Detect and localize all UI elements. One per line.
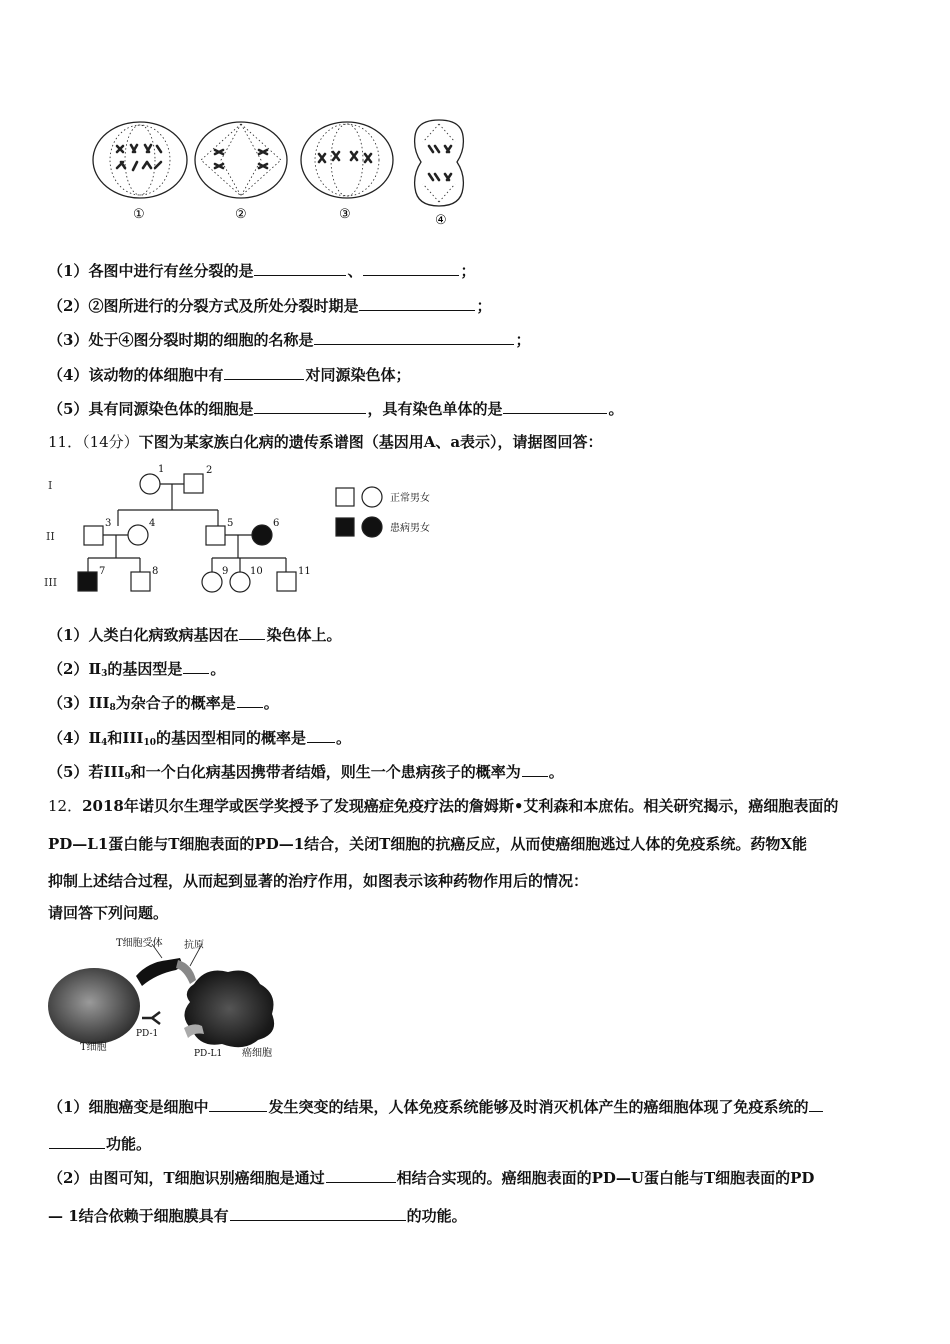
antigen-shape: [176, 960, 196, 984]
individual-label-9: 9: [222, 566, 229, 577]
individual-label-7: 7: [99, 566, 106, 577]
answer-blank[interactable]: [809, 1096, 823, 1112]
individual-11: [277, 572, 296, 591]
q12-item-2-line-1: （2）由图可知，T细胞识别癌细胞是通过 相结合实现的。癌细胞表面的PD—U蛋白能与T细胞表面的PD: [48, 1169, 815, 1187]
individual-label-11: 11: [298, 566, 311, 577]
antigen-label: 抗原: [184, 940, 204, 951]
individual-5: [206, 526, 225, 545]
q11-item-5: （5）若$III_9$和一个白化病基因携带者结婚，则生一个患病孩子的概率为 。: [48, 763, 564, 782]
individual-7: [78, 572, 97, 591]
q10-item-4: （4）该动物的体细胞中有 对同源染色体；: [48, 366, 411, 384]
answer-blank[interactable]: [230, 1205, 406, 1221]
q12-item-1-line-2: 功能。: [48, 1133, 151, 1154]
figure-label-4: ④: [435, 213, 447, 228]
pd1-shape: [142, 1012, 160, 1024]
individual-6: [252, 525, 272, 545]
q11-stem: 11．（14分）下图为某家族白化病的遗传系谱图（基因用A、a表示），请据图回答：: [48, 433, 603, 451]
answer-blank[interactable]: [363, 260, 459, 276]
individual-3: [84, 526, 103, 545]
individual-8: [131, 572, 150, 591]
answer-blank[interactable]: [326, 1167, 396, 1183]
individual-label-4: 4: [149, 518, 156, 529]
answer-blank[interactable]: [359, 295, 475, 311]
individual-9: [202, 572, 222, 592]
cell-diagram-2: [195, 122, 287, 198]
answer-blank[interactable]: [254, 260, 346, 276]
individual-label-1: 1: [158, 464, 165, 475]
answer-blank[interactable]: [254, 398, 366, 414]
answer-blank[interactable]: [237, 692, 263, 708]
q10-item-5: （5）具有同源染色体的细胞是 ，具有染色单体的是 。: [48, 400, 624, 418]
t-cell-label: T细胞: [80, 1042, 107, 1053]
t-cell-shape: [48, 968, 140, 1044]
answer-blank[interactable]: [307, 727, 335, 743]
q10-item-2: （2）②图所进行的分裂方式及所处分裂时期是 ；: [48, 297, 492, 315]
answer-blank[interactable]: [522, 761, 548, 777]
cell-diagram-1: [93, 122, 187, 198]
q11-item-2: $(2)Ⅱ_3$的基因型是 。: [48, 660, 226, 679]
legend-affected-label: 患病男女: [390, 523, 430, 534]
figure-label-3: ③: [339, 207, 351, 222]
cell-diagram-4: [415, 120, 464, 206]
answer-blank[interactable]: [314, 329, 514, 345]
individual-label-8: 8: [152, 566, 159, 577]
cell-division-figure: [85, 118, 495, 230]
q12-paragraph-line-3: 抑制上述结合过程，从而起到显著的治疗作用，如图表示该种药物作用后的情况：: [48, 872, 589, 890]
cancer-cell-shape: [184, 971, 274, 1048]
figure-label-1: ①: [133, 207, 145, 222]
q11-item-4: $(4)Ⅱ_4$和$III_{10}$的基因型相同的概率是 。: [48, 729, 351, 748]
cell-diagram-3: [301, 122, 393, 198]
answer-blank[interactable]: [503, 398, 607, 414]
figure-label-2: ②: [235, 207, 247, 222]
generation-label-3: III: [44, 576, 58, 589]
t-cell-receptor-shape: [136, 958, 181, 986]
cancer-cell-label: 癌细胞: [242, 1048, 272, 1059]
immune-figure: [44, 936, 294, 1062]
individual-label-2: 2: [206, 465, 213, 476]
pd1-label: PD-1: [136, 1029, 159, 1039]
individual-10: [230, 572, 250, 592]
individual-4: [128, 525, 148, 545]
individual-label-3: 3: [105, 518, 112, 529]
q11-item-1: （1）人类白化病致病基因在 染色体上。: [48, 626, 342, 644]
answer-blank[interactable]: [224, 364, 304, 380]
individual-2: [184, 474, 203, 493]
individual-1: [140, 474, 160, 494]
q10-item-1: （1）各图中进行有丝分裂的是 、 ；: [48, 262, 476, 280]
q10-item-3: （3）处于④图分裂时期的细胞的名称是 ；: [48, 331, 531, 349]
answer-blank[interactable]: [239, 624, 265, 640]
legend-normal-label: 正常男女: [390, 493, 430, 504]
q12-paragraph-line-1: 12．2018年诺贝尔生理学或医学奖授予了发现癌症免疫疗法的詹姆斯•艾利森和本庶佑。相关研究揭示，癌细胞表面的: [48, 797, 839, 815]
answer-blank[interactable]: [183, 658, 209, 674]
q12-item-2-line-2: — 1结合依赖于细胞膜具有 的功能。: [48, 1207, 467, 1225]
answer-blank[interactable]: [209, 1096, 267, 1112]
pedigree-chart: [40, 462, 460, 600]
pedigree-legend: [336, 487, 382, 537]
individual-label-5: 5: [227, 518, 234, 529]
individual-label-6: 6: [273, 518, 280, 529]
q12-prompt: 请回答下列问题。: [48, 904, 169, 922]
answer-blank[interactable]: [49, 1133, 105, 1149]
pdl1-label: PD-L1: [194, 1049, 223, 1059]
t-receptor-label: T细胞受体: [116, 938, 163, 949]
q12-item-1-line-1: （1）细胞癌变是细胞中 发生突变的结果，人体免疫系统能够及时消灭机体产生的癌细胞体现了免疫系统的: [48, 1096, 824, 1117]
individual-label-10: 10: [250, 566, 263, 577]
generation-label-2: II: [46, 530, 55, 543]
q11-item-3: $(3)III_8$为杂合子的概率是 。: [48, 694, 279, 713]
generation-label-1: I: [48, 479, 53, 492]
q12-paragraph-line-2: PD—L1蛋白能与T细胞表面的PD—1结合，关闭T细胞的抗癌反应，从而使癌细胞逃过人体的免疫系统。药物X能: [48, 835, 807, 853]
